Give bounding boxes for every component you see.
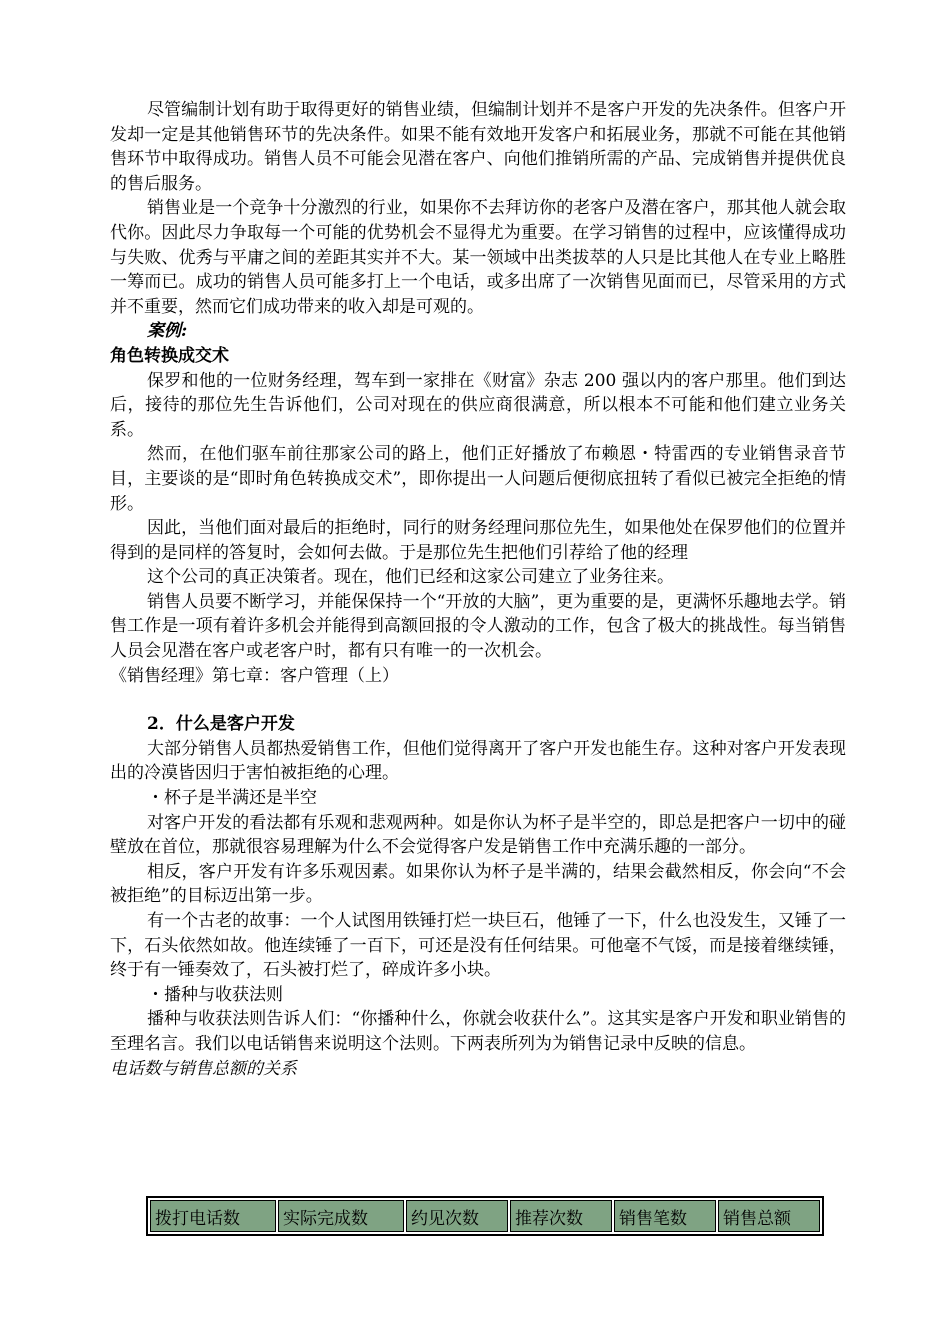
document-body [110,98,846,1081]
paragraph: 对客户开发的看法都有乐观和悲观两种。如是你认为杯子是半空的，即总是把客户一切中的碰壁放在首位，那就很容易理解为什么不会觉得客户发是销售工作中充满乐趣的一部分。 [110,812,846,858]
paragraph: 保罗和他的一位财务经理，驾车到一家排在《财富》杂志 200 强以内的客户那里。他们到达后，接待的那位先生告诉他们，公司对现在的供应商很满意，所以根本不可能和他们建立业务关系。 [110,370,846,440]
table-header-cell: 实际完成数 [278,1200,404,1232]
paragraph: 播种与收获法则告诉人们：“你播种什么，你就会收获什么”。这其实是客户开发和职业销售的至理名言。我们以电话销售来说明这个法则。下两表所列为为销售记录中反映的信息。 [110,1009,846,1054]
chapter-line: 《销售经理》第七章：客户管理（上） [110,665,399,686]
paragraph: 然而，在他们驱车前往那家公司的路上，他们正好播放了布赖恩・特雷西的专业销售录音节目，主要谈的是“即时角色转换成交术”，即你提出一人问题后便彻底扭转了看似已被完全拒绝的情形。 [110,444,846,514]
table-header-cell: 推荐次数 [510,1200,612,1232]
case-label: 案例: [147,321,188,342]
paragraph: 因此，当他们面对最后的拒绝时，同行的财务经理问那位先生，如果他处在保罗他们的位置并得到的是同样的答复时，会如何去做。于是那位先生把他们引荐给了他的经理 [110,518,846,563]
bullet-heading: ・杯子是半满还是半空 [147,788,317,809]
case-title: 角色转换成交术 [110,345,229,366]
table-header-cell: 销售笔数 [614,1200,716,1232]
table-header-cell: 销售总额 [718,1200,820,1232]
paragraph: 相反，客户开发有许多乐观因素。如果你认为杯子是半满的，结果会截然相反，你会向“不会被拒绝”的目标迈出第一步。 [110,861,846,907]
table-header-row [150,1200,820,1232]
sales-table [146,1196,824,1236]
table-header-cell: 约见次数 [406,1200,508,1232]
paragraph: 销售业是一个竞争十分激烈的行业，如果你不去拜访你的老客户及潜在客户，那其他人就会取代你。因此尽力争取每一个可能的优势机会不显得尤为重要。在学习销售的过程中，应该懂得成功与失败、优秀与平庸之间的差距其实并不大。某一领域中出类拔萃的人只是比其他人在专业上略胜一筹而已。成功的销售人员可能多打上一个电话，或多出席了一次销售见面而已，尽管采用的方式并不重要，然而它们成功带来的收入却是可观的。 [110,198,846,317]
paragraph: 这个公司的真正决策者。现在，他们已经和这家公司建立了业务往来。 [147,567,674,588]
paragraph: 销售人员要不断学习，并能保保持一个“开放的大脑”，更为重要的是，更满怀乐趣地去学。销售工作是一项有着许多机会并能得到高额回报的令人激动的工作，包含了极大的挑战性。每当销售人员会见潜在客户或老客户时，都有只有唯一的一次机会。 [110,591,846,662]
paragraph: 尽管编制计划有助于取得更好的销售业绩，但编制计划并不是客户开发的先决条件。但客户开发却一定是其他销售环节的先决条件。如果不能有效地开发客户和拓展业务，那就不可能在其他销售环节中取得成功。销售人员不可能会见潜在客户、向他们推销所需的产品、完成销售并提供优良的售后服务。 [110,100,846,194]
paragraph: 大部分销售人员都热爱销售工作，但他们觉得离开了客户开发也能生存。这种对客户开发表现出的冷漠皆因归于害怕被拒绝的心理。 [110,738,846,784]
section-title: 2．什么是客户开发 [147,714,295,735]
table-caption: 电话数与销售总额的关系 [110,1058,297,1079]
paragraph: 有一个古老的故事：一个人试图用铁锤打烂一块巨石，他锤了一下，什么也没发生，又锤了一下，石头依然如故。他连续锤了一百下，可还是没有任何结果。可他毫不气馁，而是接着继续锤，终于有一锤奏效了，石头被打烂了，碎成许多小块。 [110,911,846,981]
bullet-heading: ・播种与收获法则 [147,984,283,1005]
table-header-cell: 拨打电话数 [150,1200,276,1232]
